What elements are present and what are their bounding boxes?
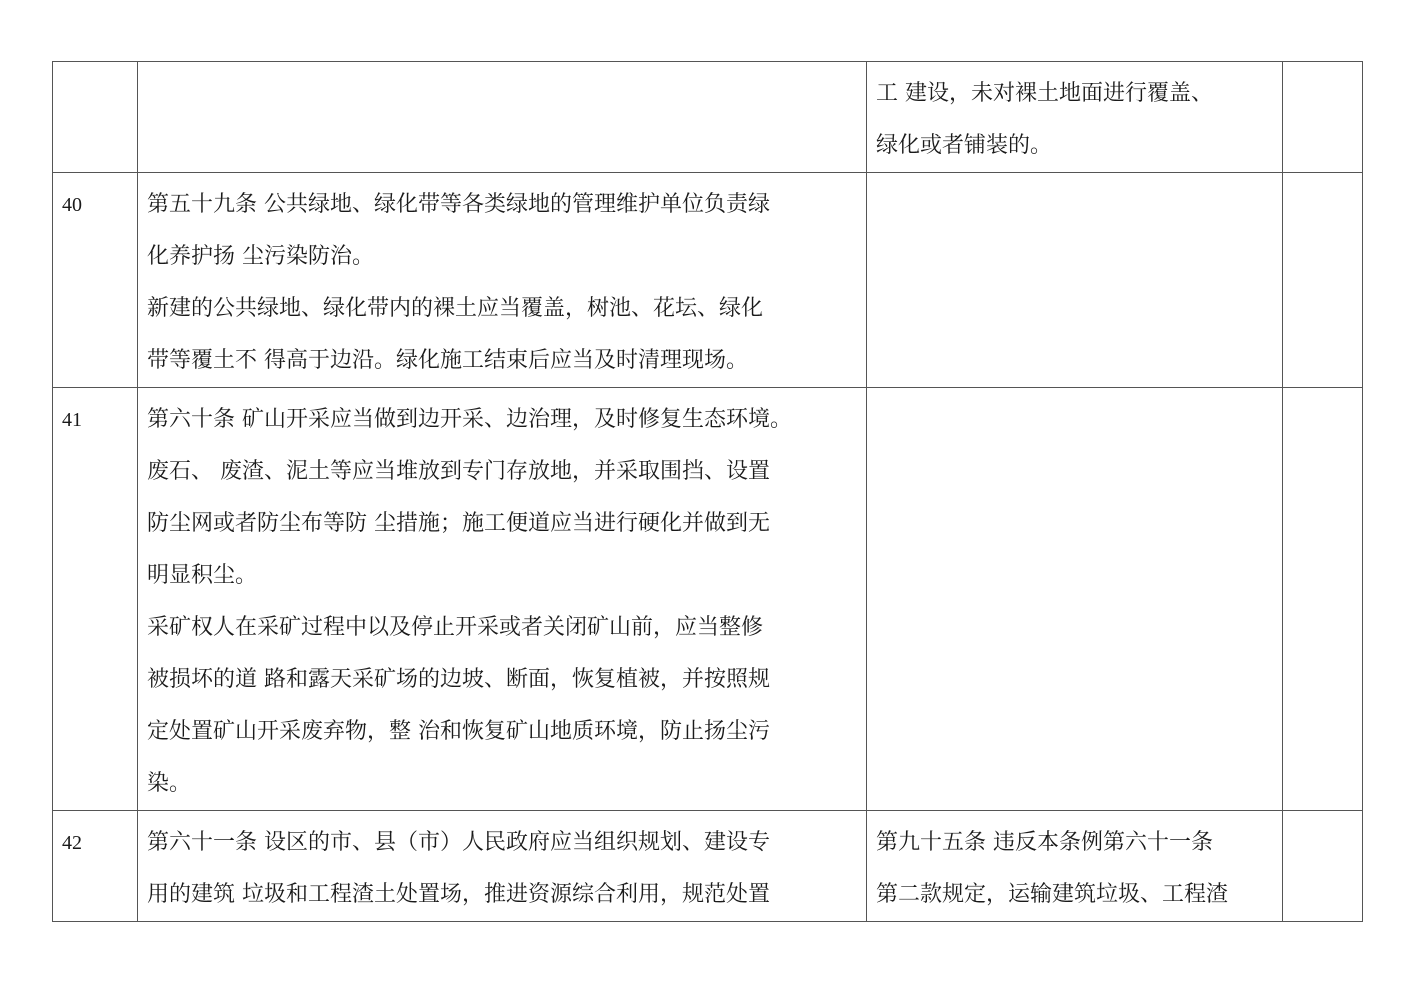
clause-line: 第五十九条 公共绿地、绿化带等各类绿地的管理维护单位负责绿 bbox=[147, 192, 770, 217]
penalty-line: 第二款规定，运输建筑垃圾、工程渣 bbox=[876, 882, 1229, 907]
table-row bbox=[53, 62, 1363, 173]
table-row bbox=[53, 173, 1363, 388]
clause-text bbox=[138, 173, 866, 387]
row-number: 41 bbox=[62, 409, 82, 431]
row-number: 42 bbox=[62, 832, 82, 854]
table-row bbox=[53, 388, 1363, 811]
penalty-cell bbox=[867, 62, 1283, 173]
regulation-table bbox=[52, 61, 1363, 922]
note-cell bbox=[1283, 811, 1363, 922]
row-number: 40 bbox=[62, 194, 82, 216]
penalty-cell bbox=[867, 173, 1283, 388]
penalty-text bbox=[867, 811, 1282, 921]
clause-line: 被损坏的道 路和露天采矿场的边坡、断面，恢复植被，并按照规 bbox=[147, 667, 770, 692]
clause-line: 明显积尘。 bbox=[147, 563, 258, 588]
clause-line: 化养护扬 尘污染防治。 bbox=[147, 244, 374, 269]
row-number-cell bbox=[53, 811, 138, 922]
clause-line: 采矿权人在采矿过程中以及停止开采或者关闭矿山前，应当整修 bbox=[147, 615, 764, 640]
clause-text bbox=[138, 62, 866, 68]
penalty-cell bbox=[867, 388, 1283, 811]
penalty-line: 工 建设，未对裸土地面进行覆盖、 bbox=[876, 81, 1213, 106]
clause-line: 染。 bbox=[147, 771, 192, 796]
clause-cell bbox=[138, 173, 867, 388]
clause-line: 防尘网或者防尘布等防 尘措施；施工便道应当进行硬化并做到无 bbox=[147, 511, 770, 536]
note-cell bbox=[1283, 62, 1363, 173]
clause-text bbox=[138, 811, 866, 921]
clause-line: 用的建筑 垃圾和工程渣土处置场，推进资源综合利用，规范处置 bbox=[147, 882, 770, 907]
penalty-line: 绿化或者铺装的。 bbox=[876, 133, 1053, 158]
note-cell bbox=[1283, 173, 1363, 388]
row-number-cell bbox=[53, 173, 138, 388]
penalty-text bbox=[867, 173, 1282, 179]
clause-cell bbox=[138, 811, 867, 922]
penalty-text bbox=[867, 62, 1282, 172]
clause-cell bbox=[138, 388, 867, 811]
clause-line: 定处置矿山开采废弃物，整 治和恢复矿山地质环境，防止扬尘污 bbox=[147, 719, 770, 744]
clause-cell bbox=[138, 62, 867, 173]
clause-text bbox=[138, 388, 866, 810]
penalty-text bbox=[867, 388, 1282, 394]
note-cell bbox=[1283, 388, 1363, 811]
row-number bbox=[53, 62, 137, 68]
clause-line: 新建的公共绿地、绿化带内的裸土应当覆盖，树池、花坛、绿化 bbox=[147, 296, 764, 321]
table-row bbox=[53, 811, 1363, 922]
clause-line: 第六十一条 设区的市、县（市）人民政府应当组织规划、建设专 bbox=[147, 830, 770, 855]
row-number-cell bbox=[53, 388, 138, 811]
penalty-cell bbox=[867, 811, 1283, 922]
clause-line: 第六十条 矿山开采应当做到边开采、边治理，及时修复生态环境。 bbox=[147, 407, 792, 432]
row-number-cell bbox=[53, 62, 138, 173]
clause-line: 带等覆土不 得高于边沿。绿化施工结束后应当及时清理现场。 bbox=[147, 348, 748, 373]
penalty-line: 第九十五条 违反本条例第六十一条 bbox=[876, 830, 1213, 855]
clause-line: 废石、 废渣、泥土等应当堆放到专门存放地，并采取围挡、设置 bbox=[147, 459, 770, 484]
